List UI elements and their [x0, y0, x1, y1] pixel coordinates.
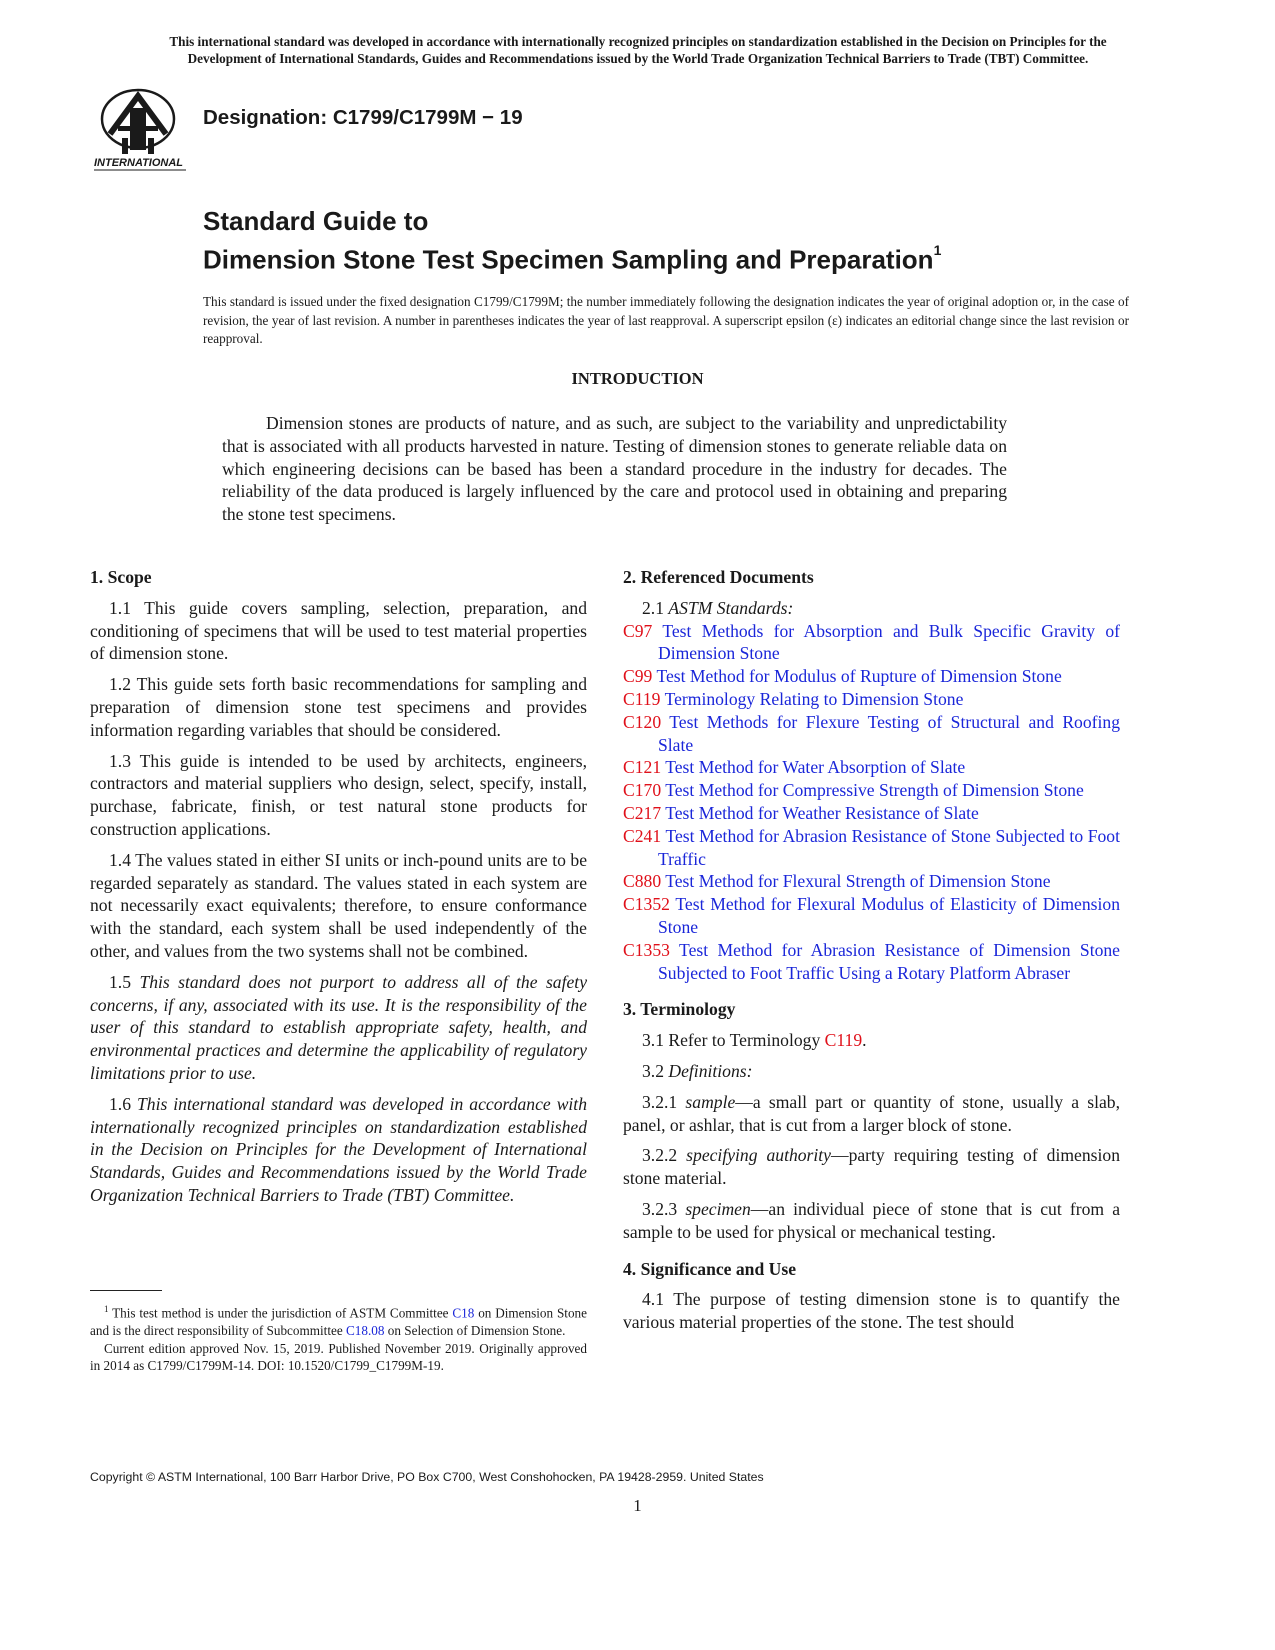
reference-item[interactable]: [623, 688, 1120, 711]
reference-item[interactable]: [623, 711, 1120, 757]
reference-item[interactable]: [623, 870, 1120, 893]
reference-item[interactable]: [623, 665, 1120, 688]
scope-1-4: 1.4 The values stated in either SI units or inch-pound units are to be regarded separately as standard. The values stated in each system are not necessarily exact equivalents; therefore, to ensure conformance with the standard, each system shall be used independently of the other, and values from the two systems shall not be combined.: [90, 849, 587, 961]
reference-title[interactable]: Test Method for Modulus of Rupture of Dimension Stone: [656, 666, 1062, 687]
footnote-divider: [90, 1290, 162, 1291]
reference-item[interactable]: [623, 939, 1120, 985]
document-title: [203, 205, 941, 277]
introduction-text: Dimension stones are products of nature, and as such, are subject to the variability and unpredictability that is associated with all products harvested in nature. Testing of dimension stones to generate reliable data on which engineering decisions can be based has been a standard procedure in the industry for decades. The reliability of the data produced is largely influenced by the care and protocol used in obtaining and preparing the stone test specimens.: [222, 413, 1008, 525]
scope-1-2: 1.2 This guide sets forth basic recommendations for sampling and preparation of dimension stone test specimens and provides information regarding variables that should be considered.: [90, 674, 587, 740]
reference-list: [623, 620, 1120, 985]
significance-heading: 4. Significance and Use: [623, 1258, 797, 1279]
reference-item[interactable]: [623, 893, 1120, 939]
subcommittee-link[interactable]: C18.08: [346, 1322, 385, 1338]
terminology-heading: 3. Terminology: [623, 999, 736, 1020]
reference-code[interactable]: C880: [623, 871, 662, 892]
copyright: Copyright © ASTM International, 100 Barr Harbor Drive, PO Box C700, West Conshohocken, PA 19428-2959. United States: [90, 1470, 764, 1484]
footnote-edition: Current edition approved Nov. 15, 2019. Published November 2019. Originally approved in 2014 as C1799/C1799M-14. DOI: 10.1520/C1799_C1799M-19.: [90, 1340, 587, 1374]
definition-sample: 3.2.1 sample—a small part or quantity of stone, usually a slab, panel, or ashlar, that is cut from a larger block of stone.: [623, 1091, 1120, 1135]
reference-code[interactable]: C1352: [623, 894, 670, 915]
reference-code[interactable]: C120: [623, 711, 662, 732]
tbt-notice: [88, 33, 1188, 67]
reference-title[interactable]: Test Method for Abrasion Resistance of Dimension Stone Subjected to Foot Traffic Using a Rotary Platform Abraser: [658, 939, 1120, 983]
reference-title[interactable]: Test Method for Weather Resistance of Slate: [665, 802, 979, 823]
designation: Designation: C1799/C1799M − 19: [203, 106, 523, 129]
reference-title[interactable]: Test Methods for Absorption and Bulk Specific Gravity of Dimension Stone: [658, 620, 1120, 664]
terminology-3-1: 3.1 Refer to Terminology C119.: [642, 1030, 867, 1051]
reference-title[interactable]: Test Methods for Flexure Testing of Structural and Roofing Slate: [658, 711, 1120, 755]
reference-code[interactable]: C1353: [623, 939, 670, 960]
left-column: [90, 566, 587, 1215]
issuance-statement: This standard is issued under the fixed designation C1799/C1799M; the number immediately following the designation indicates the year of original adoption or, in the case of revision, the year of last revision. A number in parentheses indicates the year of last reapproval. A superscript epsilon (ε) indicates an editorial change since the last revision or reapproval.: [203, 294, 1129, 347]
reference-item[interactable]: [623, 825, 1120, 871]
tbt-notice-line-2: Development of International Standards, Guides and Recommendations issued by the World Trade Organization Technical Barriers to Trade (TBT) Committee.: [187, 51, 1089, 66]
tbt-notice-line-1: This international standard was developed in accordance with internationally recognized principles on standardization established in the Decision on Principles for the: [169, 34, 1107, 49]
logo-text: INTERNATIONAL: [94, 157, 184, 169]
reference-title[interactable]: Test Method for Compressive Strength of Dimension Stone: [665, 780, 1084, 801]
reference-code[interactable]: C121: [623, 757, 662, 778]
scope-1-3: 1.3 This guide is intended to be used by architects, engineers, contractors and material suppliers who design, select, specify, install, purchase, fabricate, finish, or test natural stone products for construction applications.: [90, 750, 587, 839]
reference-item[interactable]: [623, 779, 1120, 802]
c119-link[interactable]: C119: [824, 1030, 863, 1051]
reference-item[interactable]: [623, 756, 1120, 779]
reference-code[interactable]: C241: [623, 825, 662, 846]
reference-code[interactable]: C217: [623, 802, 662, 823]
introduction-heading: INTRODUCTION: [571, 369, 704, 388]
reference-code[interactable]: C99: [623, 666, 653, 687]
scope-heading: 1. Scope: [90, 567, 152, 587]
reference-title[interactable]: Test Method for Flexural Modulus of Elasticity of Dimension Stone: [658, 894, 1120, 937]
page-number: 1: [633, 1496, 642, 1515]
significance-4-1: 4.1 The purpose of testing dimension stone is to quantify the various material properties of the stone. The test should: [623, 1289, 1120, 1333]
footnote-1: $^1$ This test method is under the jurisdiction of ASTM Committee C18 on Dimension Stone and is the direct responsibility of Subcommittee C18.08 on Selection of Dimension Stone.: [90, 1304, 587, 1338]
astm-logo: [90, 86, 198, 176]
reference-code[interactable]: C170: [623, 780, 662, 801]
reference-code[interactable]: C119: [623, 688, 661, 709]
scope-1-5: 1.5 This standard does not purport to address all of the safety concerns, if any, associated with its use. It is the responsibility of the user of this standard to establish appropriate safety, health, and environmental practices and determine the applicability of regulatory limitations prior to use.: [90, 971, 587, 1083]
terminology-3-2: 3.2 Definitions:: [642, 1060, 753, 1081]
reference-item[interactable]: [623, 620, 1120, 666]
title-line-2: Dimension Stone Test Specimen Sampling and Preparation: [203, 244, 934, 275]
title-footnote-mark[interactable]: 1: [933, 242, 942, 258]
reference-code[interactable]: C97: [623, 620, 653, 641]
reference-title[interactable]: Test Method for Flexural Strength of Dimension Stone: [665, 871, 1051, 892]
footnotes: [90, 1301, 587, 1375]
definition-specifying-authority: 3.2.2 specifying authority—party requiring testing of dimension stone material.: [623, 1145, 1120, 1189]
right-column: [623, 566, 1120, 1342]
reference-item[interactable]: [623, 802, 1120, 825]
title-line-1: Standard Guide to: [203, 206, 429, 236]
scope-1-1: 1.1 This guide covers sampling, selection, preparation, and conditioning of specimens that will be used to test material properties of dimension stone.: [90, 597, 587, 664]
referenced-heading: 2. Referenced Documents: [623, 567, 814, 587]
committee-link[interactable]: C18: [452, 1305, 475, 1321]
reference-title[interactable]: Terminology Relating to Dimension Stone: [664, 688, 964, 709]
scope-1-6: 1.6 This international standard was developed in accordance with internationally recognized principles on standardization established in the Decision on Principles for the Development of International Standards, Guides and Recommendations issued by the World Trade Organization Technical Barriers to Trade (TBT) Committee.: [90, 1093, 587, 1205]
reference-title[interactable]: Test Method for Water Absorption of Slate: [665, 757, 966, 778]
reference-title[interactable]: Test Method for Abrasion Resistance of Stone Subjected to Foot Traffic: [658, 825, 1120, 869]
definition-specimen: 3.2.3 specimen—an individual piece of stone that is cut from a sample to be used for physical or mechanical testing.: [623, 1198, 1121, 1242]
astm-standards-label: 2.1 ASTM Standards:: [642, 597, 794, 618]
